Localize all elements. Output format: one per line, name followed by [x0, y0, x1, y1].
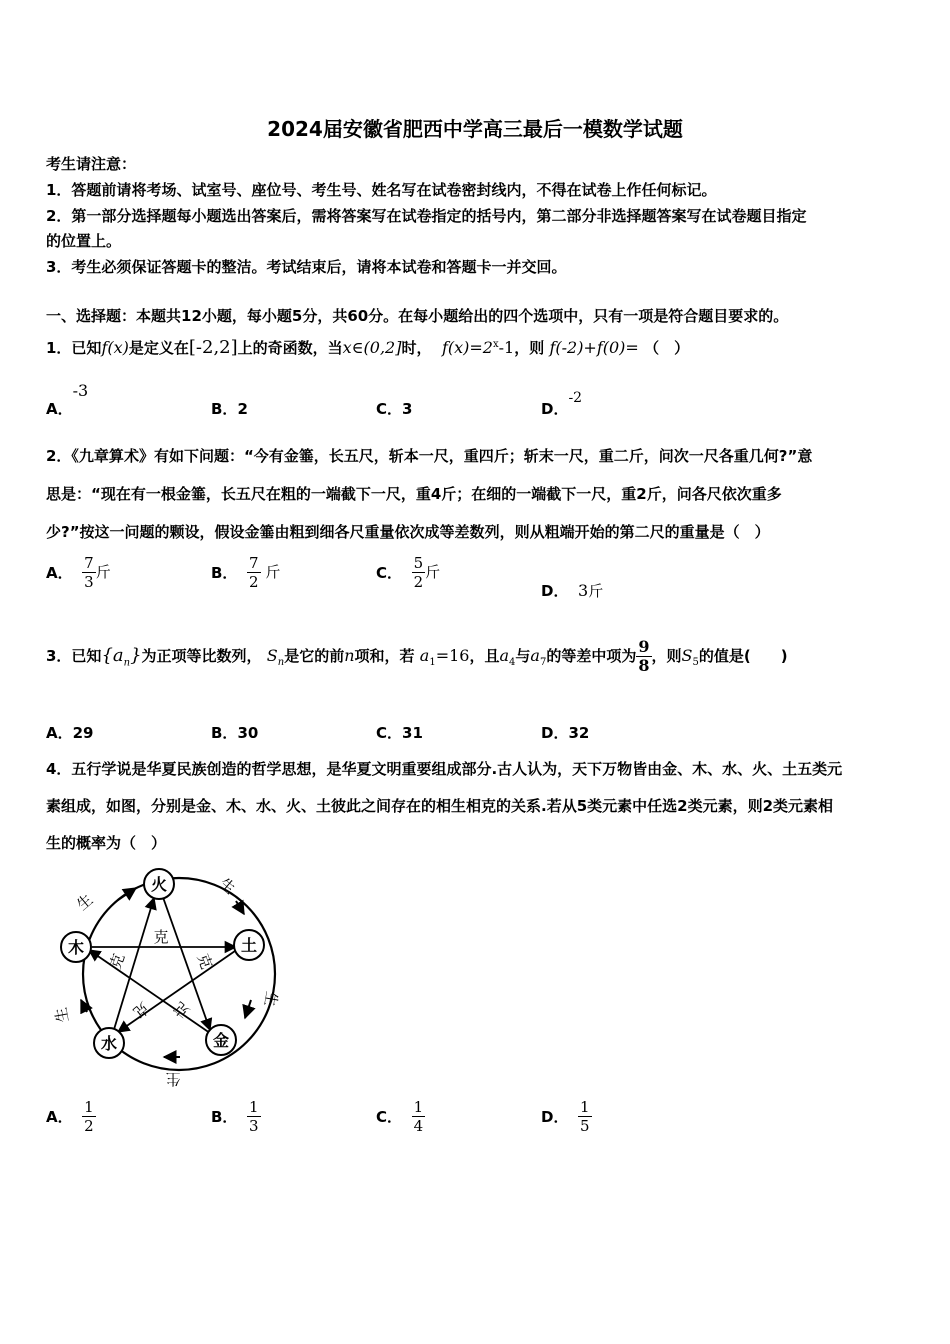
q4-option-a[interactable]: A． $\frac{1}{2}$ — [46, 1098, 94, 1135]
q4-option-b[interactable]: B． $\frac{1}{3}$ — [211, 1098, 259, 1135]
svg-text:金: 金 — [212, 1031, 230, 1050]
notice-item-2: 2．第一部分选择题每小题选出答案后，需将答案写在试卷指定的括号内，第二部分非选择题答案写在试卷题目指定 — [46, 207, 807, 225]
q3-options — [46, 722, 906, 744]
question-2-line-3: 少?”按这一问题的颗设，假设金箠由粗到细各尺重量依次成等差数列，则从粗端开始的第二尺的重量是（ ） — [46, 523, 770, 541]
question-3: 3．已知$\{a_n\}$为正项等比数列， $S_n$是它的前n项和，若 $a_1=16$，且$a_4$与$a_7$的等差中项为 $\frac{9}{8}$ ，则$S_5$的值是( ) — [46, 637, 788, 675]
q2-option-b[interactable]: B． $\frac{7}{2}$ 斤 — [211, 554, 281, 591]
q1-number: 1．已知 — [46, 339, 102, 357]
q4-option-d[interactable]: D． $\frac{1}{5}$ — [541, 1098, 590, 1135]
q3-option-d[interactable]: D．32 — [541, 724, 590, 742]
svg-text:土: 土 — [240, 936, 258, 955]
svg-text:木: 木 — [67, 938, 85, 957]
label-sheng-4: 生 — [165, 1070, 181, 1088]
q2-option-c[interactable]: C． $\frac{5}{2}$ 斤 — [376, 554, 441, 591]
node-huo — [144, 869, 174, 899]
q1-option-c[interactable]: C．3 — [376, 400, 413, 418]
node-shui — [94, 1028, 124, 1058]
q1-expression: f(-2)+f(0)= — [549, 338, 639, 357]
label-ke-3: 克 — [193, 951, 216, 972]
label-ke-5: 克 — [170, 998, 194, 1022]
label-sheng-2: 生 — [215, 874, 239, 898]
question-4-line-1: 4．五行学说是华夏民族创造的哲学思想，是华夏文明重要组成部分.古人认为，天下万物皆由金、木、水、火、土五类元 — [46, 760, 843, 778]
ke-tu-shui — [118, 951, 235, 1032]
q3-option-a[interactable]: A．29 — [46, 724, 94, 742]
label-ke-4: 克 — [129, 998, 153, 1022]
question-4-line-2: 素组成，如图，分别是金、木、水、火、土彼此之间存在的相生相克的关系.若从5类元素中任选2类元素，则2类元素相 — [46, 797, 834, 815]
arrow-mu-huo — [118, 888, 136, 900]
notice-heading: 考生请注意： — [46, 155, 137, 173]
q3-option-b[interactable]: B．30 — [211, 724, 259, 742]
node-jin — [206, 1025, 236, 1055]
label-sheng-5: 生 — [51, 1005, 73, 1024]
q3-option-c[interactable]: C．31 — [376, 724, 423, 742]
question-2-line-1: 2．《九章算术》有如下问题：“今有金箠，长五尺，斩本一尺，重四斤；斩末一尺，重二斤，问次一尺各重几何?”意 — [46, 447, 813, 465]
q1-option-a[interactable]: A．-3 — [46, 381, 89, 418]
q4-options — [46, 1098, 906, 1146]
q1-option-d[interactable]: D．-2 — [541, 390, 583, 418]
label-ke-2: 克 — [106, 951, 129, 972]
label-sheng-3: 生 — [260, 989, 282, 1008]
q2-option-d[interactable]: D． 3斤 — [541, 581, 604, 600]
q1-fx: f(x) — [101, 338, 129, 357]
q1-option-b[interactable]: B．2 — [211, 400, 248, 418]
q4-option-c[interactable]: C． $\frac{1}{4}$ — [376, 1098, 424, 1135]
svg-text:水: 水 — [100, 1034, 118, 1053]
node-tu — [234, 930, 264, 960]
page-title: 2024届安徽省肥西中学高三最后一模数学试题 — [267, 117, 683, 141]
notice-item-2-cont: 的位置上。 — [46, 232, 122, 250]
node-mu — [61, 932, 91, 962]
q1-function-def: f(x)=2 — [441, 338, 493, 357]
section-heading: 一、选择题：本题共12小题，每小题5分，共60分。在每小题给出的四个选项中，只有一项是符合题目要求的。 — [46, 307, 789, 325]
svg-text:火: 火 — [150, 875, 168, 894]
q2-option-a[interactable]: A． $\frac{7}{3}$ 斤 — [46, 554, 111, 591]
label-sheng-1: 生 — [73, 890, 97, 914]
label-ke-1: 克 — [153, 928, 169, 946]
q2-options — [46, 552, 906, 600]
arrow-tu-jin — [245, 1000, 251, 1018]
notice-item-1: 1．答题前请将考场、试室号、座位号、考生号、姓名写在试卷密封线内，不得在试卷上作任何标记。 — [46, 181, 717, 199]
q1-options — [46, 381, 906, 425]
q1-interval: [-2,2] — [188, 337, 238, 358]
question-1: 1．已知f(x)是定义在[-2,2]上的奇函数，当x∈(0,2]时， $f(x)=2^x-1$，则 f(-2)+f(0)= （ ） — [46, 337, 690, 358]
notice-item-3: 3．考生必须保证答题卡的整洁。考试结束后，请将本试卷和答题卡一并交回。 — [46, 258, 567, 276]
five-elements-diagram — [40, 860, 300, 1090]
question-2-line-2: 思是：“现在有一根金箠，长五尺在粗的一端截下一尺，重4斤；在细的一端截下一尺，重2斤，问各尺依次重多 — [46, 485, 782, 503]
question-4-line-3: 生的概率为（ ） — [46, 834, 167, 852]
q1-condition: x∈(0,2] — [342, 338, 402, 357]
